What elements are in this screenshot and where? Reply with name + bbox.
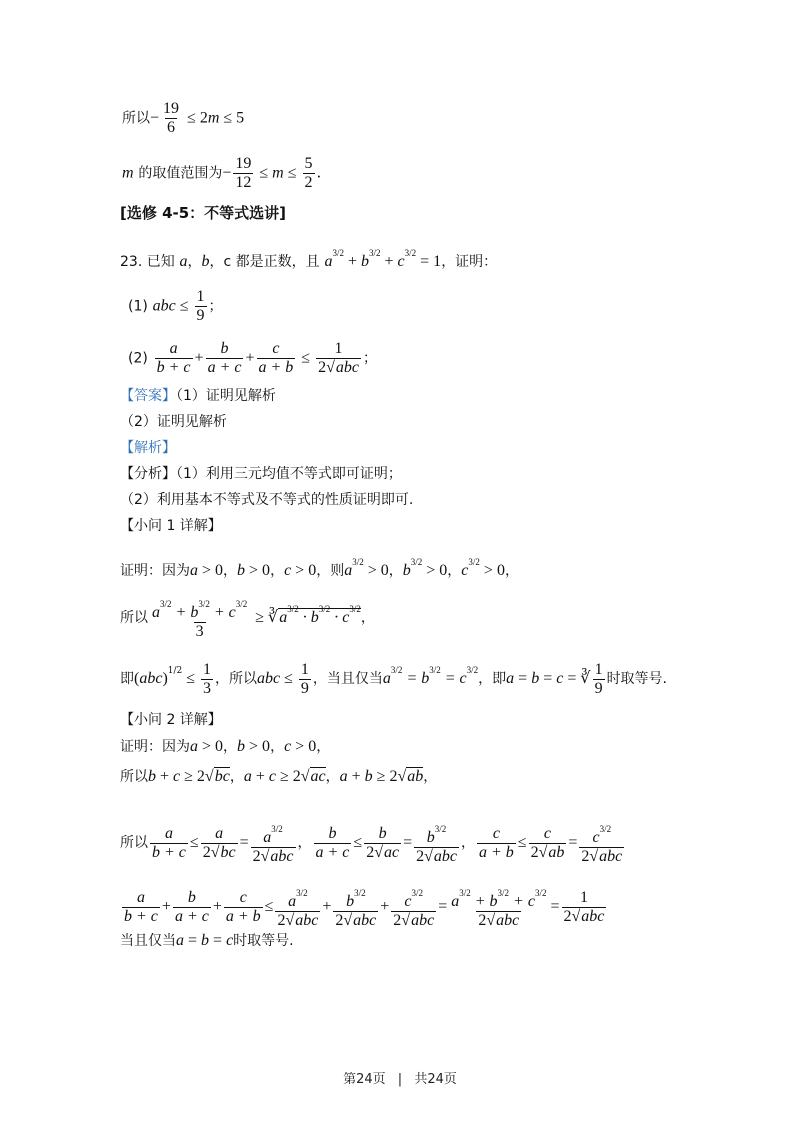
footer-separator: | xyxy=(397,1072,403,1087)
answer-line-1 xyxy=(120,386,276,406)
line-range-2m: 所以− $\frac{19}{6}$ ≤ 2m ≤ 5 xyxy=(122,100,245,136)
text: 所以 xyxy=(120,769,148,785)
proof-2-line-3: 所以 $\frac{a}{b + c}$ ≤ $\frac{a}{2√bc}$ = $\frac{a^{3/2}}{\text{2√abc}}$ ， $\frac{b}{a + c}$ ≤ $\frac{b}{2√ac}$ = $\frac{b^{3/2}}{\text{2√abc}}$ ， $\frac{c}{a + b}$ ≤ $\frac{c}{2√ab}$ = $\frac{c^{3/2}}{\text{2√abc}}$ xyxy=(120,824,623,865)
text: ，即 xyxy=(478,671,507,687)
page-footer xyxy=(0,1068,800,1087)
text: 所以 xyxy=(122,110,150,127)
text: ，则 xyxy=(316,563,345,579)
section-heading: [选修 4-5：不等式选讲] xyxy=(120,204,287,222)
proof-1-line-1: 证明：因为a > 0，b > 0，c > 0，则$a^{3/2} > 0$，$b^{3/2} > 0$，$c^{3/2} > 0$， xyxy=(120,557,519,579)
text: (2) xyxy=(128,350,148,367)
text: 证明：因为 xyxy=(120,739,190,755)
text: ，当且仅当 xyxy=(312,671,383,687)
text: （1）证明见解析 xyxy=(176,388,276,404)
question-23: 23. 已知 a，b，c 都是正数，且 $a^{3/2} + b^{3/2} + c^{3/2} = 1$，证明： xyxy=(120,248,498,270)
part-2: (2) $\frac{a}{b + c}$ + $\frac{b}{a + c}$ + $\frac{c}{a + b}$ ≤ $\frac{1}{\text{2√abc}}$ ； xyxy=(128,340,377,376)
text: 即 xyxy=(120,671,134,687)
part-1: (1) abc ≤ $\frac{1}{9}$ ； xyxy=(128,288,223,324)
subquestion-1-heading: 【小问 1 详解】 xyxy=(120,518,222,534)
text: ，证明： xyxy=(441,254,498,270)
proof-1-line-2: 所以 $\frac{a^{3/2} + b^{3/2} + c^{3/2}}{3}$ ≥ $∛a^{3/2} \cdot b^{3/2} \cdot c^{3/2}$， xyxy=(120,599,375,640)
page-number: 第24页 xyxy=(343,1072,386,1087)
subquestion-2-heading: 【小问 2 详解】 xyxy=(120,712,222,728)
text: 的取值范围为 xyxy=(138,165,223,182)
proof-2-line-4: $\frac{a}{b + c}$ + $\frac{b}{a + c}$ + $\frac{c}{a + b}$ ≤ $\frac{a^{3/2}}{\text{2√abc}}$ + $\frac{b^{3/2}}{\text{2√abc}}$ + $\frac{c^{3/2}}{\text{2√abc}}$ = $\frac{a^{3/2} + b^{3/2} + c^{3/2}}{\text{2√abc}}$ = $\frac{1}{\text{2√abc}}$ xyxy=(124,888,605,929)
text: 23. 已知 xyxy=(120,254,175,270)
proof-2-line-1: 证明：因为a > 0，b > 0，c > 0， xyxy=(120,738,331,755)
answer-tag: 【答案】 xyxy=(120,388,176,404)
proof-2-line-2: 所以b + c ≥ 2√bc，a + c ≥ 2√ac，a + b ≥ 2√ab， xyxy=(120,768,438,785)
fenxi-line-2: （2）利用基本不等式及不等式的性质证明即可. xyxy=(120,492,414,508)
proof-1-line-3: 即(abc)$^{1/2}$ ≤ $\frac{1}{3}$ ，所以abc ≤ $\frac{1}{9}$ ，当且仅当$a^{3/2} = b^{3/2} = c^{3/2}$，即a = b = c = ∛ $\frac{1}{9}$ 时取等号. xyxy=(120,660,668,697)
answer-line-2: （2）证明见解析 xyxy=(120,414,227,430)
text: (1) xyxy=(128,298,148,315)
text: 当且仅当 xyxy=(120,933,176,949)
fenxi-line-1: 【分析】（1）利用三元均值不等式即可证明； xyxy=(120,466,402,482)
text: 都是正数，且 xyxy=(235,254,320,270)
text: 所以 xyxy=(120,610,148,626)
text: ，所以 xyxy=(215,671,258,687)
text: 所以 xyxy=(120,835,148,851)
text: 时取等号. xyxy=(233,933,294,949)
line-range-m: m 的取值范围为− $\frac{19}{12}$ ≤ m ≤ $\frac{5}{2}$ . xyxy=(122,155,322,191)
text: 证明：因为 xyxy=(120,563,190,579)
page-total: 共24页 xyxy=(414,1072,457,1087)
analysis-tag: 【解析】 xyxy=(120,440,176,456)
proof-2-conclusion: 当且仅当a = b = c时取等号. xyxy=(120,932,294,949)
text: 时取等号. xyxy=(606,671,668,687)
